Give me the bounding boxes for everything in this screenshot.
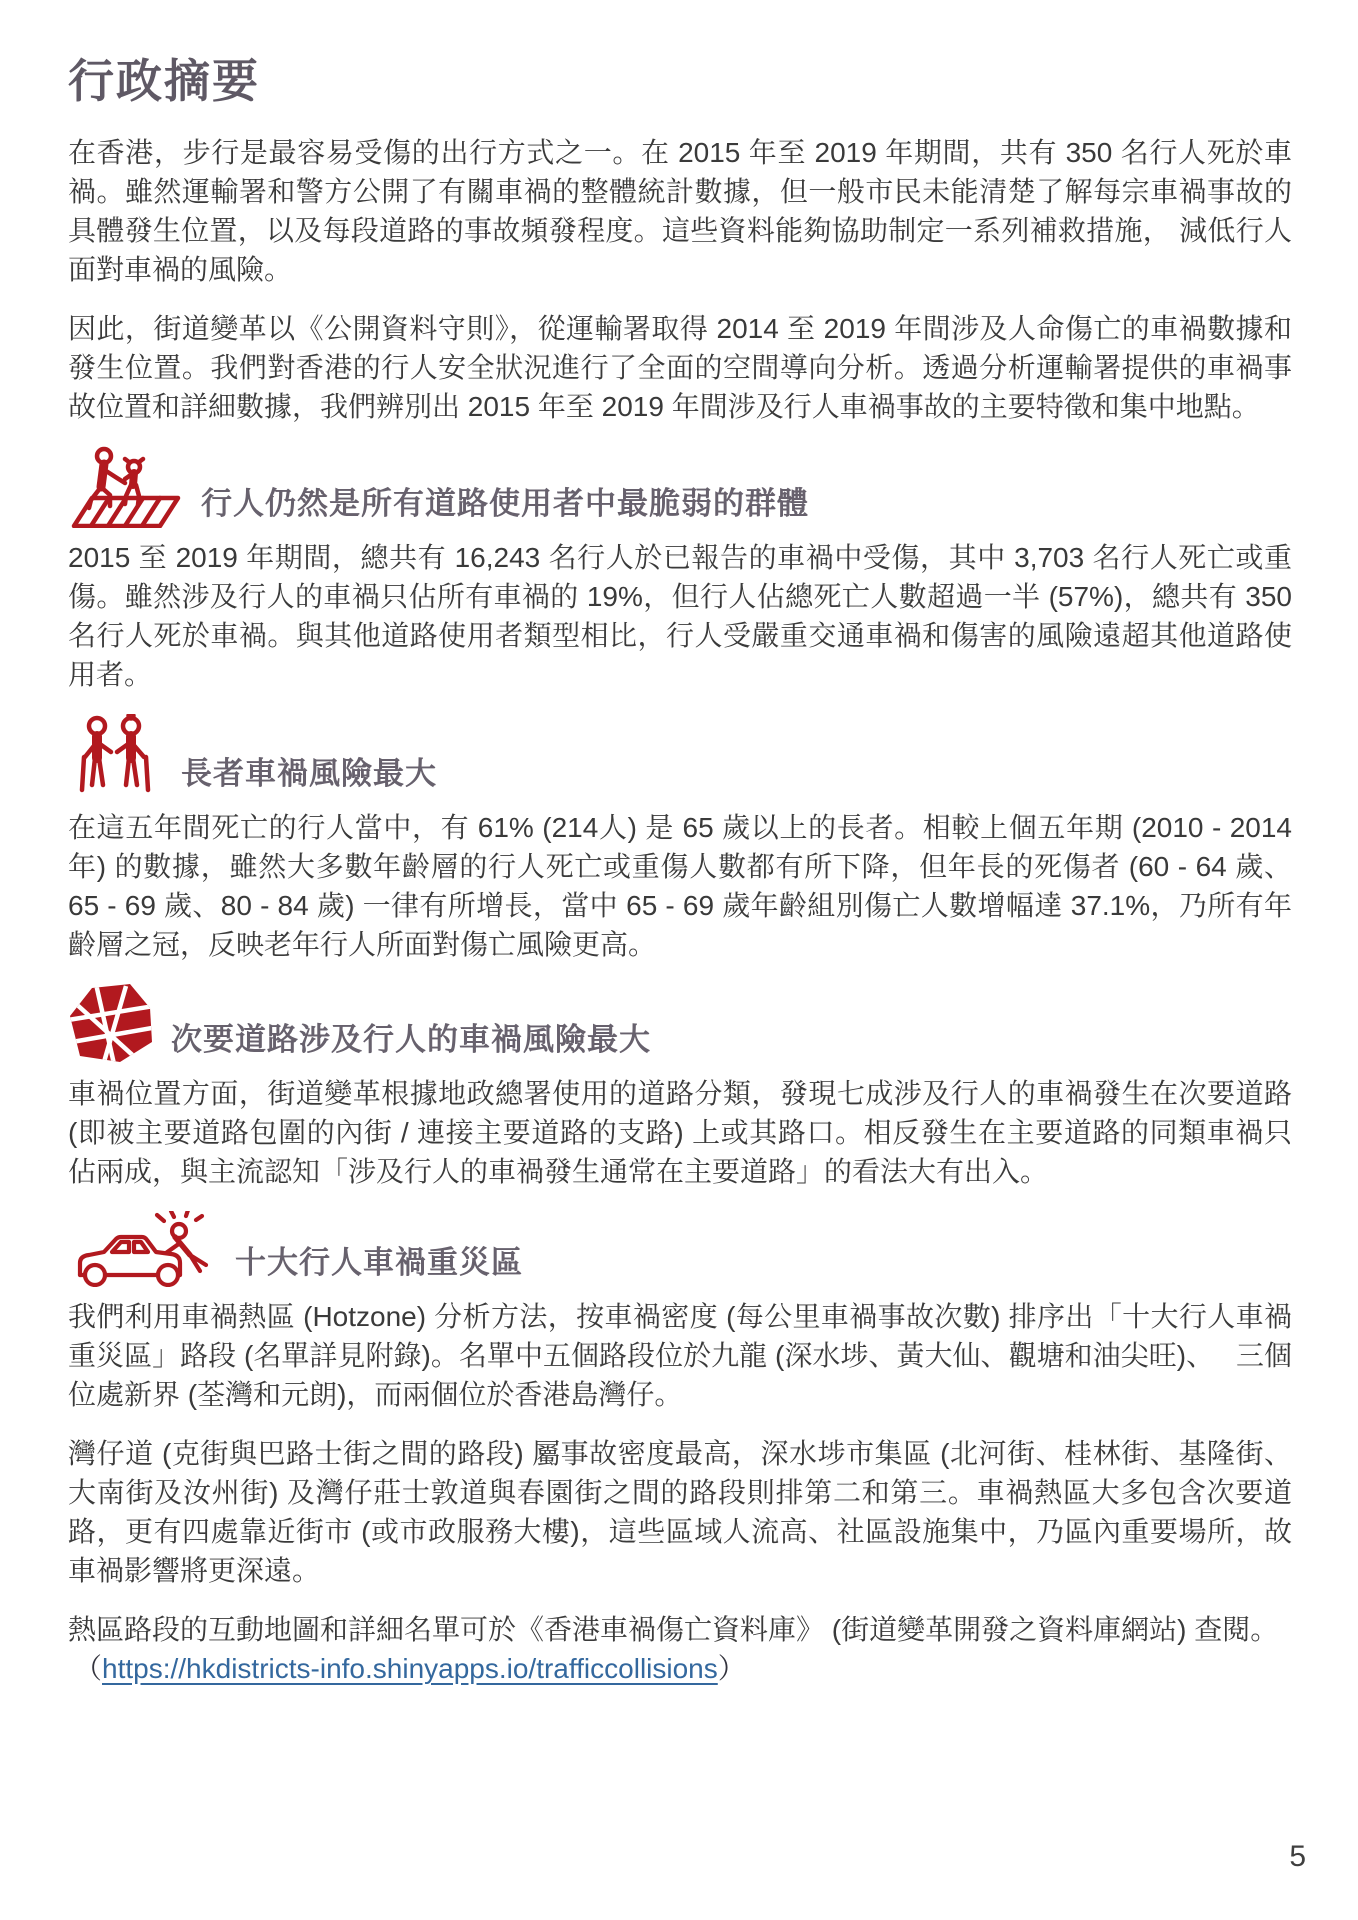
pedestrian-crossing-icon — [68, 446, 184, 528]
section-header-secondary-roads — [68, 984, 1292, 1064]
section-paragraph-hotzones-1: 我們利用車禍熱區 (Hotzone) 分析方法，按車禍密度 (每公里車禍事故次數) 排序出「十大行人車禍重災區」路段 (名單詳見附錄)。名單中五個路段位於九龍 (深水埗、黃大仙、觀塘和油尖旺)、 三個位處新界 (荃灣和元朗)，而兩個位於香港島灣仔。 — [68, 1301, 1292, 1411]
street-map-icon — [68, 984, 154, 1064]
section-paragraph-hotzones-2: 灣仔道 (克街與巴路士街之間的路段) 屬事故密度最高，深水埗市集區 (北河街、桂林街、基隆街、大南街及汝州街) 及灣仔莊士敦道與春園街之間的路段則排第二和第三。車禍熱區大多包含次要道路，更有四處靠近街市 (或市政服務大樓)，這些區域人流高、社區設施集中，乃區內重要場所，故車禍影響將更深遠。 — [68, 1438, 1292, 1587]
section-heading-secondary-roads: 次要道路涉及行人的車禍風險最大 — [171, 1022, 651, 1057]
footer-note: 熱區路段的互動地圖和詳細名單可於《香港車禍傷亡資料庫》 (街道變革開發之資料庫網站) 查閱。 — [68, 1614, 1279, 1646]
section-paragraph-elderly: 在這五年間死亡的行人當中，有 61% (214人) 是 65 歲以上的長者。相較上個五年期 (2010 - 2014 年) 的數據，雖然大多數年齡層的行人死亡或重傷人數都有所下降，但年長的死傷者 (60 - 64 歲、65 - 69 歲、80 - 84 歲) 一律有所增長，當中 65 - 69 歲年齡組別傷亡人數增幅達 37.1%，乃所有年齡層之冠，反映老年行人所面對傷亡風險更高。 — [68, 812, 1292, 961]
intro-paragraph-2: 因此，街道變革以《公開資料守則》，從運輸署取得 2014 至 2019 年間涉及人命傷亡的車禍數據和發生位置。我們對香港的行人安全狀況進行了全面的空間導向分析。透過分析運輸署提供的車禍事故位置和詳細數據，我們辨別出 2015 年至 2019 年間涉及行人車禍事故的主要特徵和集中地點。 — [68, 313, 1292, 423]
link-close-paren: ） — [717, 1653, 746, 1685]
intro-paragraph-1: 在香港，步行是最容易受傷的出行方式之一。在 2015 年至 2019 年期間，共有 350 名行人死於車禍。雖然運輸署和警方公開了有關車禍的整體統計數據，但一般市民未能清楚了解每宗車禍事故的具體發生位置，以及每段道路的事故頻發程度。這些資料能夠協助制定一系列補救措施， 減低行人面對車禍的風險。 — [68, 137, 1292, 286]
database-link-line — [68, 1649, 1292, 1688]
elderly-couple-icon — [68, 714, 164, 798]
section-heading-elderly: 長者車禍風險最大 — [181, 756, 437, 791]
car-collision-icon — [68, 1211, 218, 1287]
section-header-pedestrians — [68, 446, 1292, 528]
database-link[interactable]: https://hkdistricts-info.shinyapps.io/trafficcollisions — [102, 1653, 718, 1685]
section-paragraph-secondary-roads: 車禍位置方面，街道變革根據地政總署使用的道路分類，發現七成涉及行人的車禍發生在次要道路 (即被主要道路包圍的內街 / 連接主要道路的支路) 上或其路口。相反發生在主要道路的同類車禍只佔兩成，與主流認知「涉及行人的車禍發生通常在主要道路」的看法大有出入。 — [68, 1078, 1292, 1188]
link-open-paren: （ — [74, 1653, 103, 1685]
section-paragraph-pedestrians: 2015 至 2019 年期間，總共有 16,243 名行人於已報告的車禍中受傷，其中 3,703 名行人死亡或重傷。雖然涉及行人的車禍只佔所有車禍的 19%，但行人佔總死亡人數超過一半 (57%)，總共有 350 名行人死於車禍。與其他道路使用者類型相比，行人受嚴重交通車禍和傷害的風險遠超其他道路使用者。 — [68, 542, 1292, 691]
section-header-elderly — [68, 714, 1292, 798]
section-header-hotzones — [68, 1211, 1292, 1287]
section-heading-hotzones: 十大行人車禍重災區 — [235, 1245, 523, 1280]
section-heading-pedestrians: 行人仍然是所有道路使用者中最脆弱的群體 — [201, 486, 809, 521]
page-number: 5 — [1289, 1840, 1306, 1873]
page-title: 行政摘要 — [68, 55, 260, 107]
